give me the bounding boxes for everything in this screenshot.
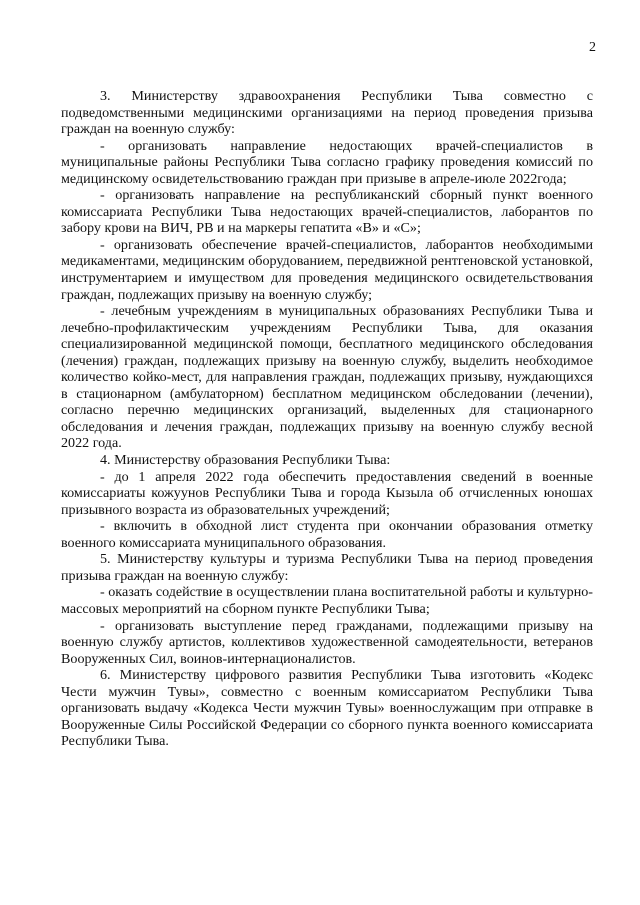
paragraph-ministry-digital: 6. Министерству цифрового развития Республики Тыва изготовить «Кодекс Чести мужчин Тувы», совместно с военным комиссариатом Республики Тыва организовать выдачу «Кодекса Чести мужчин Тувы» военнослужащим при отправке в Вооруженные Силы Российской Федерации со сборного пункта военного комиссариата Республики Тыва. bbox=[61, 667, 593, 750]
paragraph-health-item-4: - лечебным учреждениям в муниципальных образованиях Республики Тыва и лечебно-профилактическим учреждениям Республики Тыва, для оказания специализированной медицинской помощи, бесплатного медицинского обследования (лечения) граждан, подлежащих призыву на военную службу, выделить необходимое количество койко-мест, для направления граждан, подлежащих призыву, нуждающихся в стационарном (амбулаторном) бесплатном медицинском обследовании (лечении), согласно перечню медицинских организаций, выделенных для стационарного обследования и лечения граждан, подлежащих призыву на военную службу весной 2022 года. bbox=[61, 303, 593, 452]
paragraph-health-item-2: - организовать направление на республиканский сборный пункт военного комиссариата Республики Тыва недостающих врачей-специалистов, лаборантов по забору крови на ВИЧ, РВ и на маркеры гепатита «В» и «С»; bbox=[61, 187, 593, 237]
paragraph-health-item-3: - организовать обеспечение врачей-специалистов, лаборантов необходимыми медикаментами, медицинским оборудованием, передвижной рентгеновской установкой, инструментарием и имуществом для проведения медицинского освидетельствования граждан, подлежащих призыву на военную службу; bbox=[61, 236, 593, 303]
paragraph-ministry-culture: 5. Министерству культуры и туризма Республики Тыва на период проведения призыва граждан на военную службу: bbox=[61, 551, 593, 584]
paragraph-culture-item-1: - оказать содействие в осуществлении плана воспитательной работы и культурно-массовых мероприятий на сборном пункте Республики Тыва; bbox=[61, 584, 593, 617]
document-body bbox=[61, 88, 593, 750]
paragraph-culture-item-2: - организовать выступление перед гражданами, подлежащими призыву на военную службу артистов, коллективов художественной самодеятельности, ветеранов Вооруженных Сил, воинов-интернационалистов. bbox=[61, 617, 593, 667]
paragraph-education-item-1: - до 1 апреля 2022 года обеспечить предоставления сведений в военные комиссариаты кожуунов Республики Тыва и города Кызыла об отчисленных юношах призывного возраста из образовательных учреждений; bbox=[61, 468, 593, 518]
paragraph-health-item-1: - организовать направление недостающих врачей-специалистов в муниципальные районы Республики Тыва согласно графику проведения комиссий по медицинскому освидетельствованию граждан при призыве в апреле-июле 2022года; bbox=[61, 137, 593, 187]
paragraph-education-item-2: - включить в обходной лист студента при окончании образования отметку военного комиссариата муниципального образования. bbox=[61, 518, 593, 551]
paragraph-ministry-health: 3. Министерству здравоохранения Республики Тыва совместно с подведомственными медицинскими организациями на период проведения призыва граждан на военную службу: bbox=[61, 88, 593, 138]
page-number: 2 bbox=[589, 40, 596, 55]
paragraph-ministry-education: 4. Министерству образования Республики Тыва: bbox=[100, 452, 391, 469]
